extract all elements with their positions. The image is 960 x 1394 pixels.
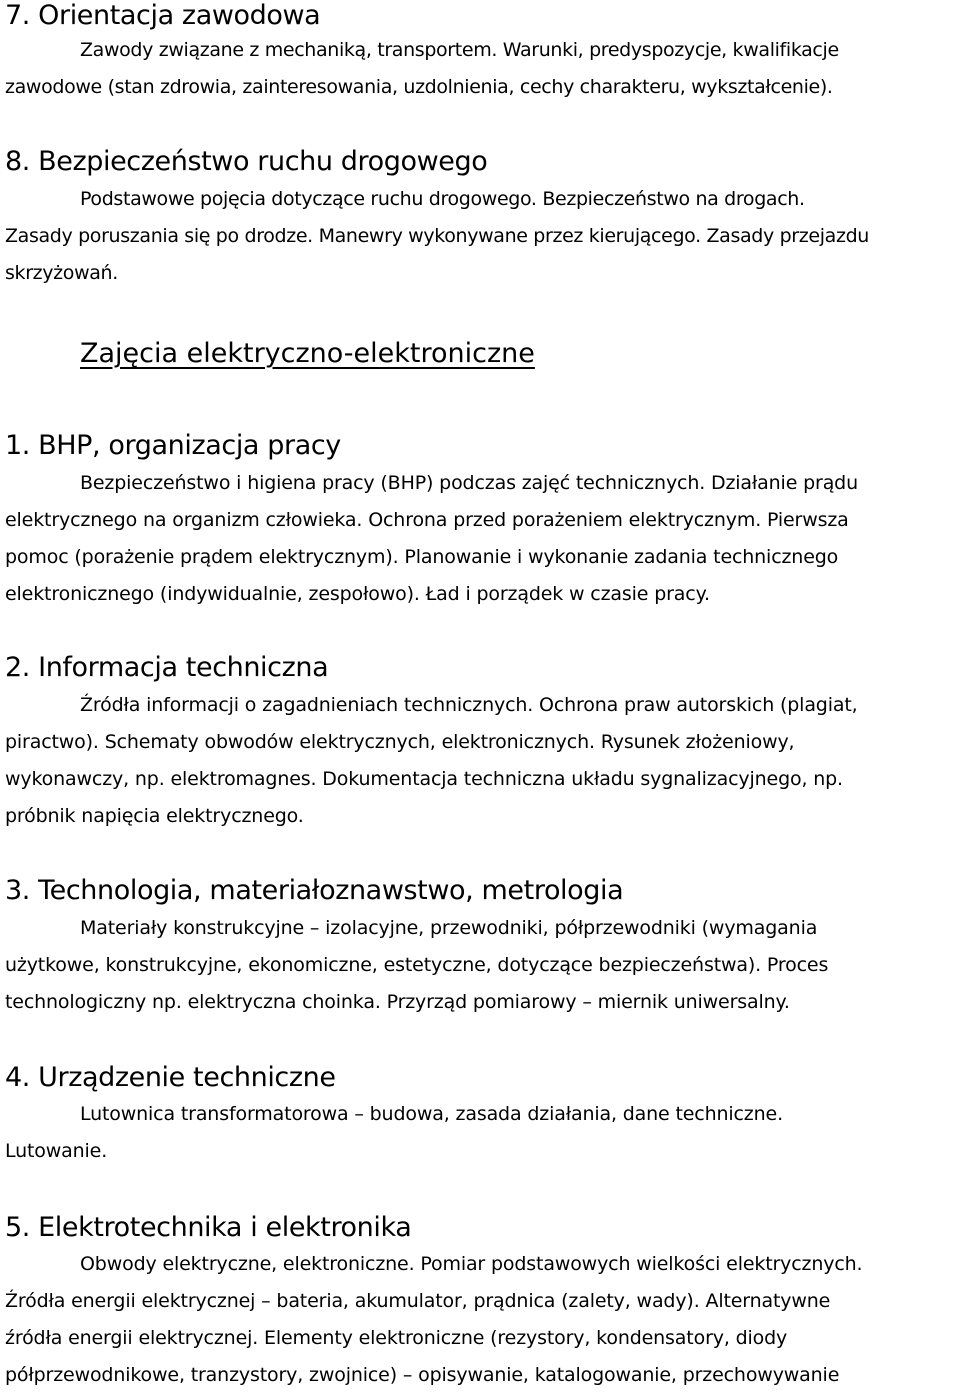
section-paragraph-orientation (5, 32, 955, 106)
topic-heading-technical-information: 2. Informacja techniczna (5, 652, 329, 683)
paragraph-line: skrzyżowań. (5, 262, 118, 284)
paragraph-line: zawodowe (stan zdrowia, zainteresowania, uzdolnienia, cechy charakteru, wykształcenie). (5, 76, 833, 98)
paragraph-line: Materiały konstrukcyjne – izolacyjne, przewodniki, półprzewodniki (wymagania (80, 917, 818, 939)
paragraph-line: użytkowe, konstrukcyjne, ekonomiczne, estetyczne, dotyczące bezpieczeństwa). Proces (5, 954, 829, 976)
topic-heading-electrotechnics: 5. Elektrotechnika i elektronika (5, 1212, 412, 1243)
topic-heading-technology: 3. Technologia, materiałoznawstwo, metrologia (5, 875, 624, 906)
topic-paragraph-technology (5, 910, 955, 1021)
paragraph-line: technologiczny np. elektryczna choinka. Przyrząd pomiarowy – miernik uniwersalny. (5, 991, 790, 1013)
paragraph-line: elektronicznego (indywidualnie, zespołowo). Ład i porządek w czasie pracy. (5, 583, 710, 605)
topic-paragraph-bhp (5, 465, 955, 613)
topic-paragraph-technical-information (5, 687, 955, 835)
paragraph-line: wykonawczy, np. elektromagnes. Dokumentacja techniczna układu sygnalizacyjnego, np. (5, 768, 843, 790)
paragraph-line: pomoc (porażenie prądem elektrycznym). Planowanie i wykonanie zadania technicznego (5, 546, 839, 568)
paragraph-line: Obwody elektryczne, elektroniczne. Pomiar podstawowych wielkości elektrycznych. (80, 1253, 863, 1275)
paragraph-line: Lutowanie. (5, 1140, 108, 1162)
paragraph-line: Zasady poruszania się po drodze. Manewry wykonywane przez kierującego. Zasady przejazdu (5, 225, 869, 247)
section-heading-orientation: 7. Orientacja zawodowa (5, 0, 321, 31)
paragraph-line: Lutownica transformatorowa – budowa, zasada działania, dane techniczne. (80, 1103, 783, 1125)
paragraph-line: źródła energii elektrycznej. Elementy elektroniczne (rezystory, kondensatory, diody (5, 1327, 788, 1349)
topic-paragraph-technical-device (5, 1096, 955, 1170)
paragraph-line: Źródła informacji o zagadnieniach technicznych. Ochrona praw autorskich (plagiat, (80, 694, 858, 716)
section-heading-road-safety: 8. Bezpieczeństwo ruchu drogowego (5, 146, 488, 177)
paragraph-line: Bezpieczeństwo i higiena pracy (BHP) podczas zajęć technicznych. Działanie prądu (80, 472, 858, 494)
paragraph-line: półprzewodnikowe, tranzystory, zwojnice) – opisywanie, katalogowanie, przechowywanie (5, 1364, 840, 1386)
topic-heading-bhp: 1. BHP, organizacja pracy (5, 430, 341, 461)
topic-paragraph-electrotechnics (5, 1246, 955, 1394)
paragraph-line: piractwo). Schematy obwodów elektrycznych, elektronicznych. Rysunek złożeniowy, (5, 731, 795, 753)
paragraph-line: Podstawowe pojęcia dotyczące ruchu drogowego. Bezpieczeństwo na drogach. (80, 188, 805, 210)
paragraph-line: próbnik napięcia elektrycznego. (5, 805, 304, 827)
topic-heading-technical-device: 4. Urządzenie techniczne (5, 1062, 336, 1093)
section-title: Zajęcia elektryczno-elektroniczne (80, 338, 535, 369)
paragraph-line: elektrycznego na organizm człowieka. Ochrona przed porażeniem elektrycznym. Pierwsza (5, 509, 849, 531)
paragraph-line: Źródła energii elektrycznej – bateria, akumulator, prądnica (zalety, wady). Alternatywne (5, 1290, 831, 1312)
section-paragraph-road-safety (5, 181, 955, 292)
paragraph-line: Zawody związane z mechaniką, transportem. Warunki, predyspozycje, kwalifikacje (80, 39, 839, 61)
